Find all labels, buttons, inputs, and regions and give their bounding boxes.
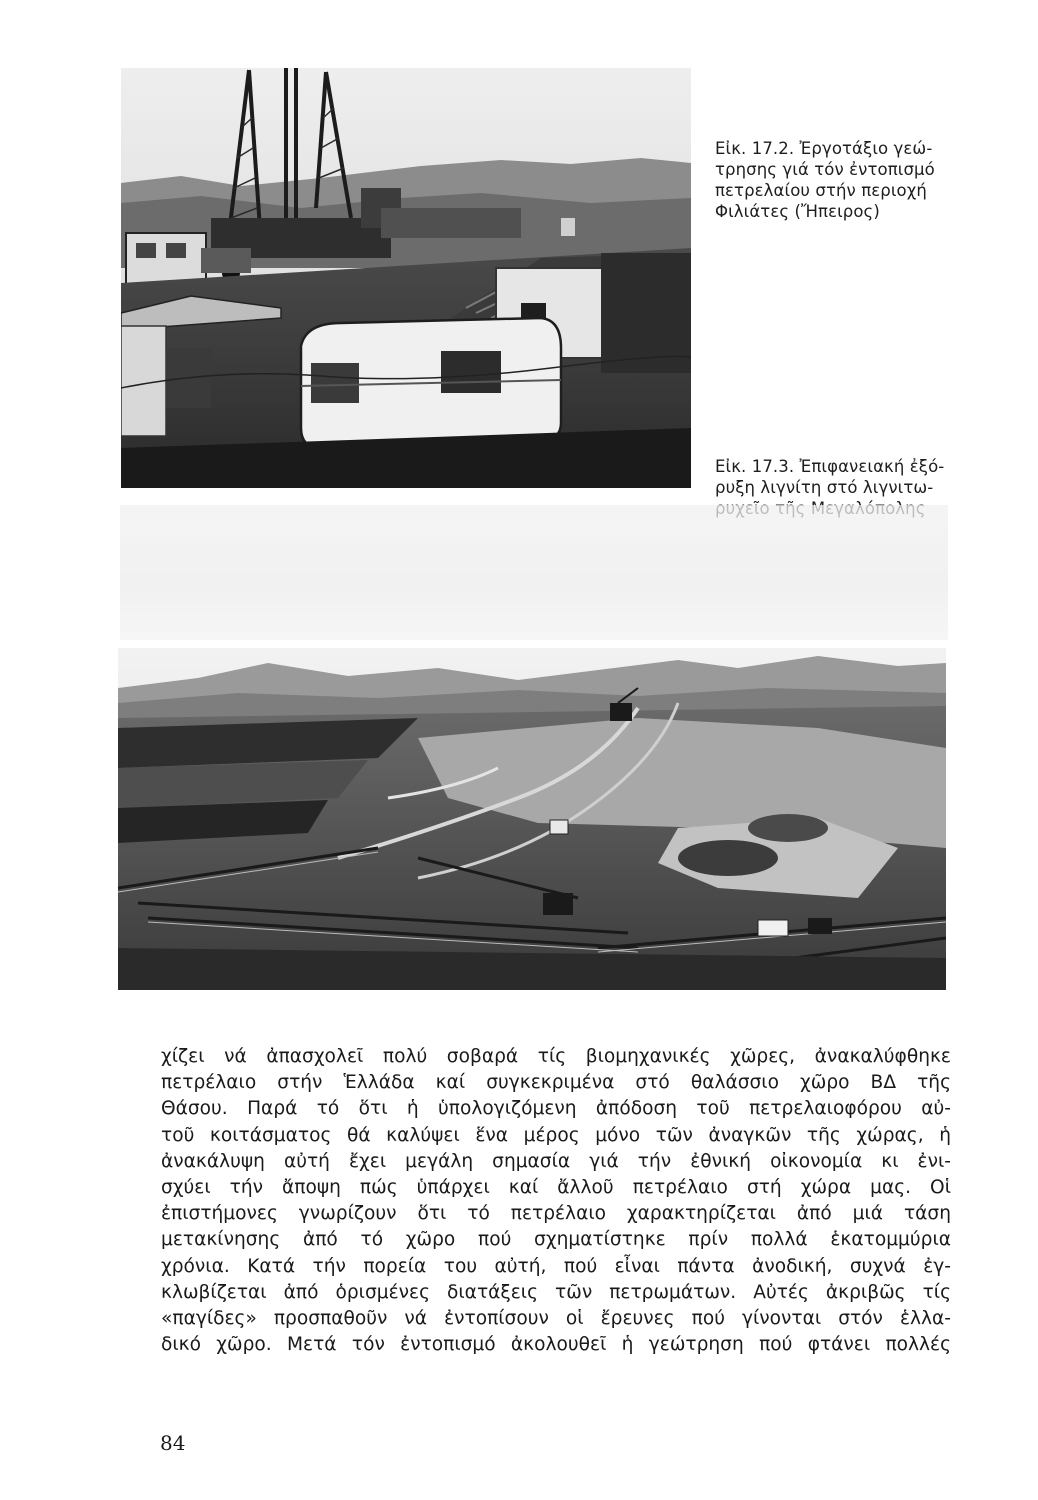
text-line: δικό χῶρο. Μετά τόν ἐντοπισμό ἀκολουθεῖ ἡ γεώτρηση πού φτάνει πολλές — [161, 1334, 951, 1356]
body-paragraph — [161, 1044, 951, 1358]
text-line: ἐπιστήμονες γνωρίζουν ὅτι τό πετρέλαιο χαρακτηρίζεται ἀπό μιά τάση — [161, 1203, 951, 1225]
show-through-area — [120, 505, 948, 640]
caption-line: Φιλιάτες (Ἤπειρος) — [715, 202, 880, 221]
lignite-mine-illustration — [118, 648, 946, 990]
drilling-site-illustration — [121, 68, 691, 488]
caption-line: τρησης γιά τόν ἐντοπισμό — [715, 160, 935, 179]
figure-caption-17-2 — [715, 138, 958, 222]
text-line: τοῦ κοιτάσματος θά καλύψει ἕνα μέρος μόνο τῶν ἀναγκῶν τῆς χώρας, ἡ — [161, 1124, 951, 1146]
text-line: πετρέλαιο στήν Ἑλλάδα καί συγκεκριμένα στό θαλάσσιο χῶρο ΒΔ τῆς — [161, 1072, 951, 1094]
caption-line: Εἰκ. 17.3. Ἐπιφανειακή ἐξό- — [715, 457, 945, 476]
text-line: σχύει τήν ἄποψη πώς ὑπάρχει καί ἄλλοῦ πετρέλαιο στή χώρα μας. Οἱ — [161, 1177, 951, 1199]
page-number: 84 — [160, 1431, 186, 1455]
text-line: «παγίδες» προσπαθοῦν νά ἐντοπίσουν οἱ ἔρευνες πού γίνονται στόν ἑλλα- — [161, 1308, 951, 1330]
text-line: μετακίνησης ἀπό τό χῶρο πού σχηματίστηκε πρίν πολλά ἑκατομμύρια — [161, 1229, 951, 1251]
lignite-mine-photo — [118, 648, 946, 990]
caption-line: Εἰκ. 17.2. Ἐργοτάξιο γεώ- — [715, 139, 933, 158]
text-line: Θάσου. Παρά τό ὅτι ἡ ὑπολογιζόμενη ἀπόδοση τοῦ πετρελαιοφόρου αὐ- — [161, 1098, 951, 1120]
caption-line: πετρελαίου στήν περιοχή — [715, 181, 927, 200]
caption-line: ρυξη λιγνίτη στό λιγνιτω- — [715, 478, 934, 497]
text-line: χίζει νά ἀπασχολεῖ πολύ σοβαρά τίς βιομηχανικές χῶρες, ἀνακαλύφθηκε — [161, 1046, 951, 1067]
text-line: ἀνακάλυψη αὐτή ἔχει μεγάλη σημασία γιά τήν ἐθνική οἰκονομία κι ἐνι- — [161, 1150, 951, 1172]
text-line: κλωβίζεται ἀπό ὁρισμένες διατάξεις τῶν πετρωμάτων. Αὐτές ἀκριβῶς τίς — [161, 1281, 951, 1303]
drilling-site-photo — [121, 68, 691, 488]
text-line: χρόνια. Κατά τήν πορεία του αὐτή, πού εἶναι πάντα ἀνοδική, συχνά ἐγ- — [161, 1255, 951, 1277]
